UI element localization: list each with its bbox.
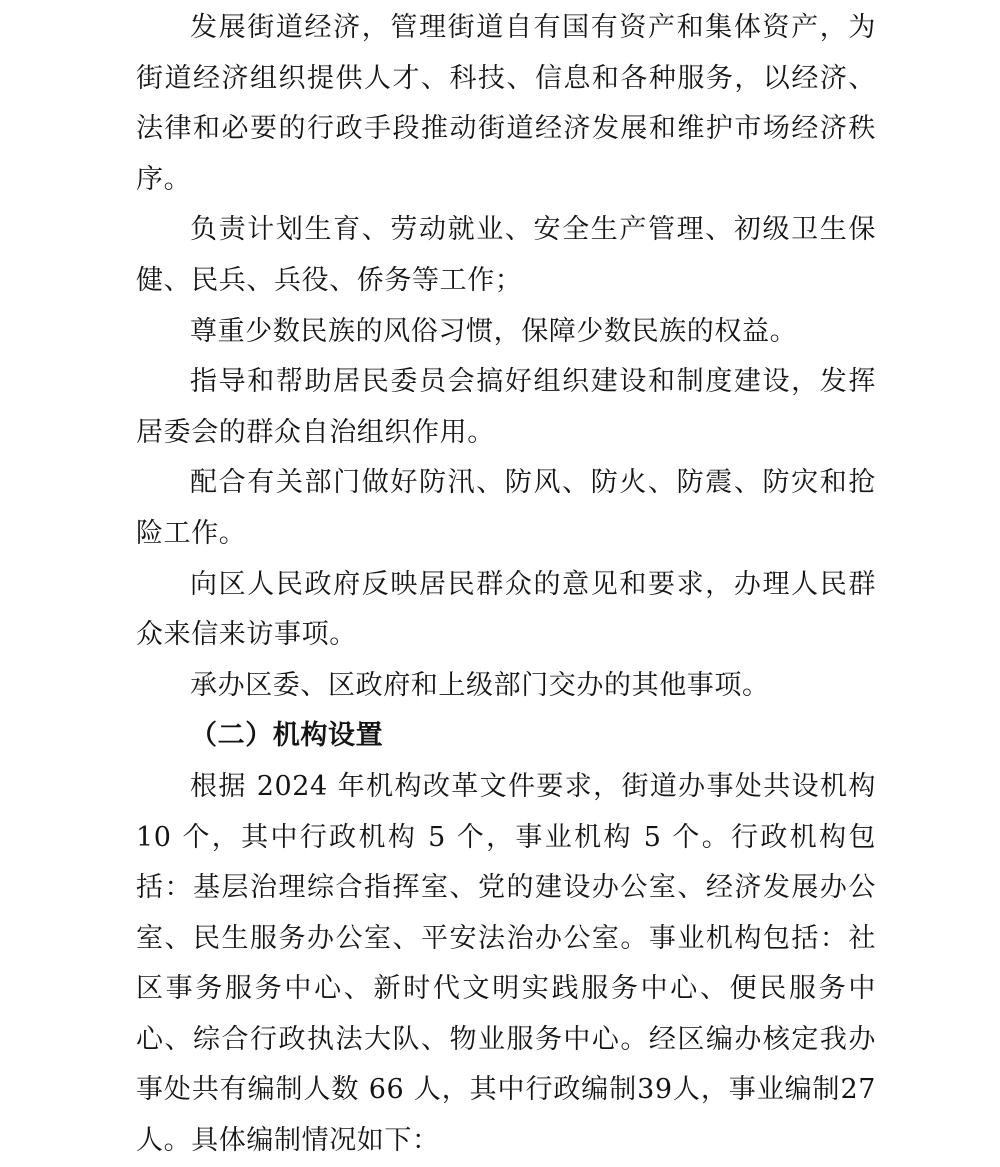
paragraph-organization-setup: 根据 2024 年机构改革文件要求，街道办事处共设机构 10 个，其中行政机构 5 个，事业机构 5 个。行政机构包括：基层治理综合指挥室、党的建设办公室、经济发展办公室、民生服务办公室、平安法治办公室。事业机构包括：社区事务服务中心、新时代文明实践服务中心、便民服务中心、综合行政执法大队、物业服务中心。经区编办核定我办事处共有编制人数 66 人，其中行政编制39人，事业编制27人。具体编制情况如下： (136, 770, 876, 1157)
paragraph-disaster-prevention: 配合有关部门做好防汛、防风、防火、防震、防灾和抢险工作。 (136, 467, 876, 549)
paragraph-ethnic-minorities: 尊重少数民族的风俗习惯，保障少数民族的权益。 (190, 315, 798, 347)
section-heading: （二）机构设置 (190, 720, 384, 752)
paragraph-economy: 发展街道经济，管理街道自有国有资产和集体资产，为街道经济组织提供人才、科技、信息和各种服务，以经济、法律和必要的行政手段推动街道经济发展和维护市场经济秩序。 (136, 12, 876, 195)
paragraph-petitions: 向区人民政府反映居民群众的意见和要求，办理人民群众来信来访事项。 (136, 568, 876, 651)
paragraph-other-duties: 承办区委、区政府和上级部门交办的其他事项。 (190, 669, 770, 701)
paragraph-residents-committee: 指导和帮助居民委员会搞好组织建设和制度建设，发挥居委会的群众自治组织作用。 (136, 366, 876, 448)
paragraph-family-planning: 负责计划生育、劳动就业、安全生产管理、初级卫生保健、民兵、兵役、侨务等工作； (136, 214, 876, 296)
document-body (136, 3, 876, 1167)
